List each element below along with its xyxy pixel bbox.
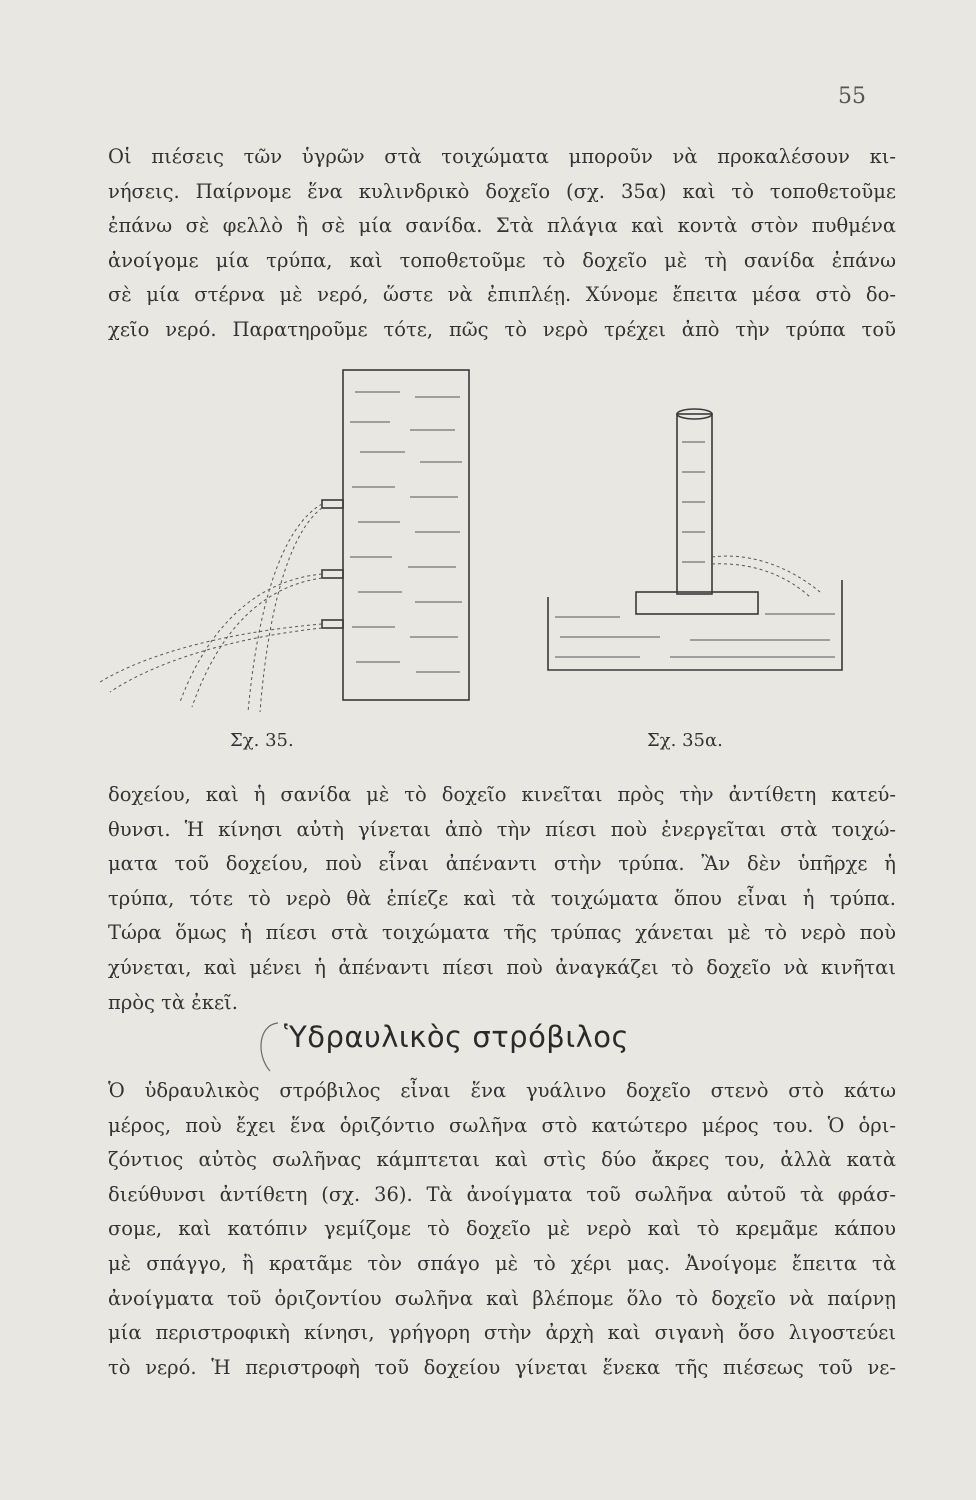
section-heading: Ὑδραυλικὸς στρόβιλος — [284, 1020, 630, 1054]
text-line: ἀνοίγομε μία τρύπα, καὶ τοποθετοῦμε τὸ δοχεῖο μὲ τὴ σανίδα ἐπάνω — [108, 248, 896, 272]
text-line: χεῖο νερό. Παρατηροῦμε τότε, πῶς τὸ νερὸ τρέχει ἀπὸ τὴν τρύπα τοῦ — [108, 317, 896, 341]
text-line: μὲ σπάγγο, ἢ κρατᾶμε τὸν σπάγο μὲ τὸ χέρι μας. Ἀνοίγομε ἔπειτα τὰ — [108, 1251, 896, 1275]
water-jet-35a — [712, 556, 820, 597]
text-line: μέρος, ποὺ ἔχει ἕνα ὁριζόντιο σωλῆνα στὸ κατώτερο μέρος του. Ὁ ὁρι- — [108, 1113, 896, 1137]
paragraph-3 — [108, 1074, 896, 1385]
text-line: ματα τοῦ δοχείου, ποὺ εἶναι ἀπέναντι στὴν τρύπα. Ἂν δὲν ὑπῆρχε ἡ — [108, 852, 896, 876]
figure-35a-caption: Σχ. 35α. — [647, 730, 723, 751]
text-line: δοχείου, καὶ ἡ σανίδα μὲ τὸ δοχεῖο κινεῖται πρὸς τὴν ἀντίθετη κατεύ- — [108, 783, 896, 806]
text-line: Τώρα ὅμως ἡ πίεσι στὰ τοιχώματα τῆς τρύπας χάνεται μὲ τὸ νερὸ ποὺ — [108, 921, 896, 945]
vessel-35 — [343, 370, 469, 700]
paragraph-2 — [108, 778, 896, 1020]
basin-water-lines — [555, 614, 835, 657]
text-line: σὲ μία στέρνα μὲ νερό, ὥστε νὰ ἐπιπλέῃ. Χύνομε ἔπειτα μέσα στὸ δο- — [108, 283, 896, 307]
text-line: ζόντιος αὐτὸς σωλῆνας κάμπτεται καὶ στὶς δύο ἄκρες του, ἀλλὰ κατὰ — [108, 1148, 896, 1172]
text-line: χύνεται, καὶ μένει ἡ ἀπέναντι πίεσι ποὺ ἀναγκάζει τὸ δοχεῖο νὰ κινῆται — [108, 955, 896, 979]
text-line: τὸ νερό. Ἡ περιστροφὴ τοῦ δοχείου γίνεται ἕνεκα τῆς πιέσεως τοῦ νε- — [108, 1355, 896, 1379]
text-line: μία περιστροφικὴ κίνησι, γρήγορη στὴν ἀρχὴ καὶ σιγανὴ ὅσο λιγοστεύει — [108, 1321, 896, 1345]
floating-board — [636, 592, 758, 614]
paragraph-1 — [108, 140, 896, 348]
text-line: πρὸς τὰ ἐκεῖ. — [108, 990, 238, 1014]
spout-middle — [322, 570, 343, 578]
spout-bottom — [322, 620, 343, 628]
water-lines-35a — [682, 442, 705, 562]
figure-35-illustration — [100, 370, 469, 712]
pencil-mark-icon — [248, 1015, 288, 1075]
figures-area — [60, 352, 920, 772]
text-line: Οἱ πιέσεις τῶν ὑγρῶν στὰ τοιχώματα μποροῦν νὰ προκαλέσουν κι- — [108, 145, 896, 168]
water-jets-35 — [100, 504, 322, 712]
text-line: σομε, καὶ κατόπιν γεμίζομε τὸ δοχεῖο μὲ νερὸ καὶ τὸ κρεμᾶμε κάπου — [108, 1217, 896, 1241]
text-line: τρύπα, τότε τὸ νερὸ θὰ ἐπίεζε καὶ τὰ τοιχώματα ὅπου εἶναι ἡ τρύπα. — [108, 886, 896, 910]
text-line: διεύθυνσι ἀντίθετη (σχ. 36). Τὰ ἀνοίγματα τοῦ σωλῆνα αὐτοῦ τὰ φράσ- — [108, 1182, 896, 1206]
text-line: Ὁ ὑδραυλικὸς στρόβιλος εἶναι ἕνα γυάλινο δοχεῖο στενὸ στὸ κάτω — [108, 1079, 896, 1102]
spout-top — [322, 500, 343, 508]
figure-drawings — [60, 352, 920, 772]
water-lines-35 — [350, 392, 462, 672]
vessel-35a — [677, 414, 712, 594]
page-number: 55 — [838, 84, 866, 109]
text-line: ἐπάνω σὲ φελλὸ ἢ σὲ μία σανίδα. Στὰ πλάγια καὶ κοντὰ στὸν πυθμένα — [108, 214, 896, 238]
text-line: ἀνοίγματα τοῦ ὁριζοντίου σωλῆνα καὶ βλέπομε ὅλο τὸ δοχεῖο νὰ παίρνῃ — [108, 1286, 896, 1310]
figure-35a-illustration — [548, 409, 842, 670]
figure-35-caption: Σχ. 35. — [230, 730, 294, 751]
text-line: θυνσι. Ἡ κίνησι αὐτὴ γίνεται ἀπὸ τὴν πίεσι ποὺ ἐνεργεῖται στὰ τοιχώ- — [108, 817, 896, 841]
text-line: νήσεις. Παίρνομε ἕνα κυλινδρικὸ δοχεῖο (σχ. 35α) καὶ τὸ τοποθετοῦμε — [108, 179, 896, 203]
